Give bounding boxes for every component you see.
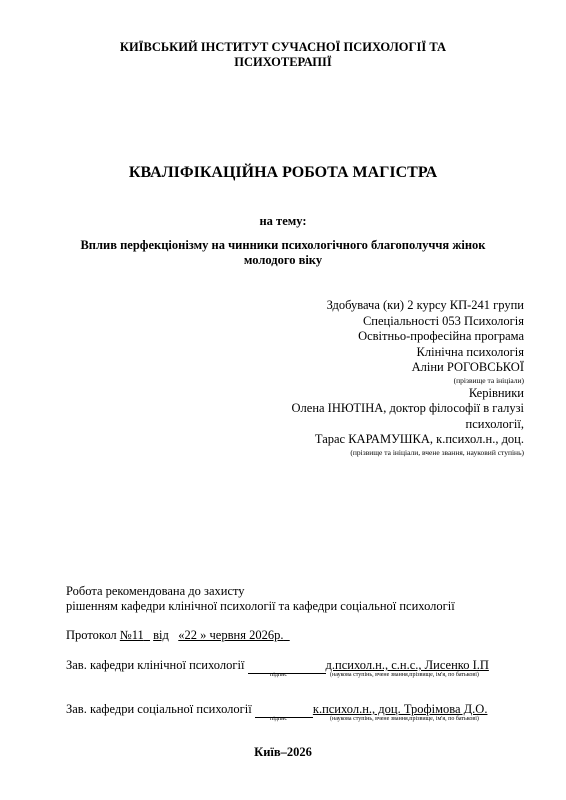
- head-clinical-label: Зав. кафедри клінічної психології: [66, 658, 245, 672]
- name-caption-1: (наукова ступінь, вчене звання,прізвище, ім'я, по батькові): [330, 672, 479, 678]
- supervisor-2: Тарас КАРАМУШКА, к.психол.н., доц.: [314, 432, 524, 446]
- student-name-caption: (прізвище та ініціали): [453, 375, 524, 385]
- institute-line-1: КИЇВСЬКИЙ ІНСТИТУТ СУЧАСНОЇ ПСИХОЛОГІЇ ТА: [119, 40, 447, 54]
- recommendation-line-1: Робота рекомендована до захисту: [66, 584, 245, 598]
- student-specialty: Спеціальності 053 Психологія: [362, 313, 524, 328]
- head-social-label: Зав. кафедри соціальної психології: [66, 702, 252, 716]
- sign-caption-2: підпис: [270, 716, 288, 722]
- head-social-name: к.психол.н., доц. Трофімова Д.О.: [312, 702, 488, 716]
- protocol-line: [66, 628, 290, 643]
- name-caption-2: (наукова ступінь, вчене звання,прізвище, ім'я, по батькові): [330, 716, 479, 722]
- student-program: Освітньо-професійна програма: [358, 329, 524, 343]
- topic-heading: на тему:: [259, 214, 307, 228]
- student-course: Здобувача (ки) 2 курсу КП-241 групи: [326, 298, 524, 312]
- supervisors-heading: Керівники: [468, 385, 524, 400]
- topic-line-1: Вплив перфекціонізму на чинники психологічного благополуччя жінок: [80, 238, 486, 252]
- supervisor-1-line-2: психології,: [465, 416, 524, 431]
- head-clinical-name: д.психол.н., с.н.с., Лисенко І.П: [325, 658, 489, 672]
- institute-line-2: ПСИХОТЕРАПІЇ: [234, 55, 332, 69]
- document-title: КВАЛІФІКАЦІЙНА РОБОТА МАГІСТРА: [128, 164, 438, 181]
- city-year: Київ–2026: [254, 745, 312, 759]
- student-program-name: Клінічна психологія: [416, 344, 524, 359]
- protocol-from: від: [153, 628, 169, 642]
- topic-line-2: молодого віку: [243, 253, 323, 267]
- protocol-date: «22 » червня 2026р.: [178, 628, 284, 642]
- institute-name: [0, 40, 566, 70]
- supervisor-1-line-1: Олена ІНЮТІНА, доктор філософії в галузі: [291, 401, 524, 415]
- thesis-topic: [0, 238, 566, 268]
- sign-caption-1: підпис: [270, 672, 288, 678]
- protocol-number: №11: [119, 628, 144, 642]
- supervisors-caption: (прізвище та ініціали, вчене звання, науковий ступінь): [350, 447, 524, 457]
- protocol-label: Протокол: [66, 628, 120, 642]
- recommendation-line-2: рішенням кафедри клінічної психології та кафедри соціальної психології: [66, 599, 455, 613]
- student-name: Аліни РОГОВСЬКОЇ: [411, 360, 524, 374]
- recommendation: [66, 584, 455, 614]
- student-info: [194, 298, 524, 458]
